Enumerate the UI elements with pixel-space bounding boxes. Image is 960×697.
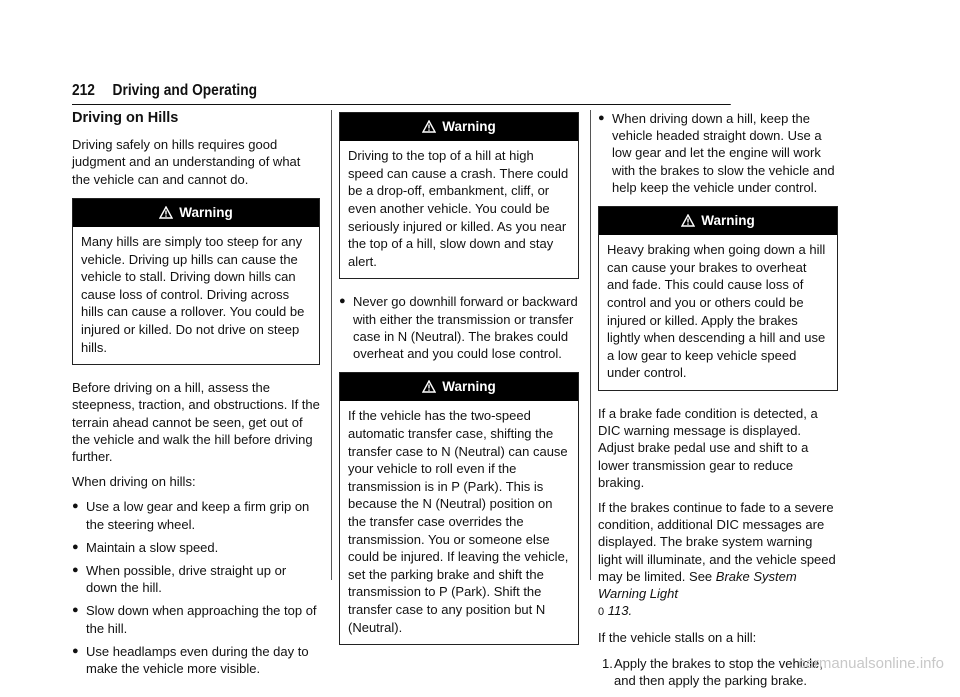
- paragraph: Driving safely on hills requires good judgment and an understanding of what the vehicle can and cannot do.: [72, 137, 301, 187]
- bullet-icon: ●: [72, 604, 79, 617]
- column-3: [598, 110, 838, 697]
- warning-text: Heavy braking when going down a hill can cause your brakes to overheat and fade. This could cause loss of control and you or others could be injured or killed. Apply the brakes lightly when descending a hill and use a low gear to keep vehicle speed under control.: [607, 242, 826, 381]
- list-item: ● Slow down when approaching the top of the hill.: [72, 603, 317, 636]
- paragraph: Before driving on a hill, assess the steepness, traction, and obstructions. If the terrain ahead cannot be seen, get out of the vehicle and walk the hill before driving further.: [72, 380, 320, 464]
- list-item: ● When possible, drive straight up or down the hill.: [72, 563, 287, 596]
- page-number: 212: [72, 82, 95, 99]
- bullet-icon: ●: [72, 500, 79, 513]
- warning-label: Warning: [179, 204, 233, 220]
- step-number: 1.: [602, 655, 613, 671]
- list-item: ● Never go downhill forward or backward with either the transmission or transfer case in N (Neutral). The brakes could overheat and you could lose control.: [339, 294, 578, 361]
- warning-text: Many hills are simply too steep for any vehicle. Driving up hills can cause the vehicle to stall. Driving down hills can cause loss of control. Driving across hills can cause a rollover. You could be injured or killed. Do not drive on steep hills.: [81, 234, 305, 355]
- bullet-list: [598, 110, 838, 196]
- section-title: Driving and Operating: [112, 82, 258, 99]
- warning-header: [340, 113, 578, 141]
- warning-header: [340, 373, 578, 401]
- page-header: [72, 82, 731, 105]
- warning-box: [72, 198, 320, 365]
- bullet-icon: ●: [72, 644, 79, 657]
- cross-reference-link[interactable]: Brake System Warning Light: [598, 568, 797, 601]
- warning-text: Driving to the top of a hill at high speed can cause a crash. There could be a drop-off, embankment, cliff, or even another vehicle. You could be seriously injured or killed. As you near the top of a hill, slow down and stay alert.: [348, 148, 569, 269]
- warning-label: Warning: [442, 119, 496, 134]
- paragraph: If the vehicle stalls on a hill:: [598, 630, 757, 646]
- paragraph: If a brake fade condition is detected, a DIC warning message is displayed. Adjust brake pedal use and shift to a lower transmission gear to reduce braking.: [598, 405, 818, 490]
- column-divider: [590, 110, 591, 580]
- bullet-icon: ●: [339, 295, 346, 308]
- warning-triangle-icon: [159, 206, 173, 219]
- bullet-list: [72, 498, 320, 677]
- column-1: [72, 110, 320, 685]
- list-item: 1. Apply the brakes to stop the vehicle, and then apply the parking brake.: [602, 655, 823, 688]
- watermark: carmanualsonline.info: [798, 655, 944, 672]
- bullet-list: [339, 293, 579, 362]
- warning-triangle-icon: [422, 380, 436, 393]
- page-ref-arrow-icon: 0: [598, 606, 605, 619]
- list-item: ● When driving down a hill, keep the vehicle headed straight down. Use a low gear and let the engine will work with the brakes to slow the vehicle and help keep the vehicle under control.: [598, 111, 835, 195]
- list-item: ● Use headlamps even during the day to make the vehicle more visible.: [72, 643, 309, 677]
- warning-label: Warning: [701, 213, 755, 229]
- heading: Driving on Hills: [72, 110, 179, 126]
- cross-reference-page[interactable]: 113: [607, 603, 629, 619]
- warning-box: [598, 206, 838, 391]
- column-divider: [331, 110, 332, 580]
- bullet-icon: ●: [72, 540, 79, 553]
- warning-triangle-icon: [681, 214, 695, 227]
- warning-text: If the vehicle has the two-speed automatic transfer case, shifting the transfer case to N (Neutral) can cause your vehicle to roll even if the transmission is in P (Park). This is because the N (Neutral) position on the transfer case overrides the transmission. You or someone else could be injured. If leaving the vehicle, set the parking brake and shift the transmission to P (Park). Shift the transfer case to any position but N (Neutral).: [348, 408, 569, 635]
- bullet-icon: ●: [72, 564, 79, 576]
- column-2: [339, 110, 579, 659]
- warning-triangle-icon: [422, 120, 436, 133]
- paragraph: When driving on hills:: [72, 474, 196, 490]
- warning-label: Warning: [442, 379, 496, 395]
- warning-header: [599, 207, 837, 235]
- paragraph: If the brakes continue to fade to a severe condition, additional DIC messages are displayed. The brake system warning light will illuminate, and the vehicle speed may be limited. See Brake System Warning Light 0 113.: [598, 499, 836, 619]
- warning-box: [339, 112, 579, 279]
- list-item: ● Use a low gear and keep a firm grip on the steering wheel.: [72, 499, 310, 532]
- bullet-icon: ●: [598, 112, 605, 124]
- warning-box: [339, 372, 579, 645]
- warning-header: [73, 199, 319, 227]
- list-item: ● Maintain a slow speed.: [72, 539, 219, 555]
